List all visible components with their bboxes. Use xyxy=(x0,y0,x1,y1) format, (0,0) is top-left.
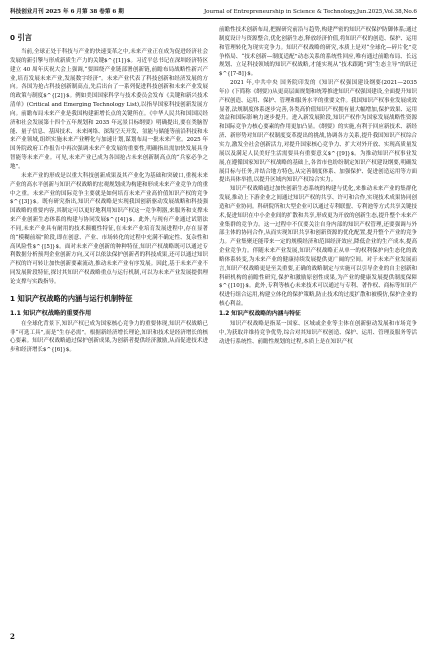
section-0-heading: 0 引言 xyxy=(10,33,32,42)
section-1-heading: 1 知识产权战略的内涵与运行机制特征 xyxy=(10,293,133,303)
body-paragraph: 知识产权战略是指某一国家、区域或企业等主体在创新驱动发展和市场竞争中,为获取并维持竞争优势,综合对其知识产权创造、保护、运用、管理及服务等活动进行系统性、前瞻性规划的过程,本质上是在知识产权 xyxy=(219,321,417,345)
page-header xyxy=(10,6,417,19)
body-paragraph: 在全球化背景下,知识产权已成为国家核心竞争力的重要体现,知识产权战略已非“可选工具”,而是“生存必需”。根据新经济增长理论,知识和技术是经济增长的核心要素。知识产权战略通过保护创新成果,为创新者提供经济激励,从而促进技术进步和经济增长$^{[6]}$。 xyxy=(10,320,208,354)
journal-header-left: 科技创业月刊 2025 年 6 月第 38 卷第 6 期 xyxy=(10,9,124,15)
section-1-2-heading: 1.2 知识产权战略的内涵与特征 xyxy=(219,311,301,317)
page-number: 2 xyxy=(10,632,15,641)
body-paragraph: 2021 年,中共中央 国务院印发的《知识产权强国建设纲要(2021—2035 年)》(下简称《纲要》)从更高层面规划和统筹推进知识产权强国建设,全面提升知识产权创造、运用、保护、管理和服务水平的重要文件。我国知识产权事业发展成效显著,法规制度体系逐步完善,各类高价值知识产权拥有量大幅增加,保护效果、运用效益和国际影响力逐步提升。进入新发展阶段,知识产权作为国家发展战略性资源和国际竞争力核心要素的作用更加凸显。《纲要》的实施,有利于回应新技术、新经济、新形势对知识产权制度变革提出的挑战,协调各方关系,提升我国知识产权综合实力,激发全社会创新活力,对提升国家核心竞争力、扩大对外开放、实现高质量发展以及满足人民美好生活需要具有重要意义$^{[9]}$。为推动知识产权事业发展,在遵循国家知识产权战略的基础上,各省市也纷纷制定知识产权建设纲要,明确发展目标与任务,并结合地方特色,从完善制度体系、加强保护、促进创造运用等方面提出具体举措,以提升区域内知识产权综合实力。 xyxy=(219,80,418,184)
intro-paragraph: 未来产业的形成是以重大科技创新成果及其产业化为基础和突破口,重视未来产业的高水平创新与知识产权战略的宏观规划成为构建和形成未来产业竞争力的重中之重。未来产业的国际竞争主要就是如何培育未来产业高价值知识产权的竞争$^{[3]}$。既有研究指出,知识产权战略是实现我国创新驱动发展战略和科技强国战略的重要内容,其制定可以更好地利用知识产权这一竞争利器,来服务和支撑未来产业创新生态体系的构建与协同发展$^{[4]}$。此外,与现有产业通过试错法不同,未来产业具有耐用的技术颠覆性特征,在未来产业培育发展进程中,存在显著的“模糊前端”阶段,即在创意、产业、市场转化的过程中充满不确定性、复杂性和高风险性$^{[5]}$。面对未来产业创新的种种特征,知识产权战略既可以通过专利数据分析预判企业创新方向,又可以依法保护创新者的科技成果,还可以通过知识产权的许可转让加快创新要素流动,推动未来产业有序发展。因此,基于未来产业不同发展阶段特征,探讨其知识产权战略重点与运行机制,可以为未来产业发展提供理论支撑与实践指导。 xyxy=(10,172,209,285)
body-paragraph: 前瞻性技术创新布局,把握研究前沿与趋势,构建严密的知识产权保护防御体系;通过制度设计与资源整合,优化创新生态,释放经济价值,将知识产权的创造、保护、运用和管理转化为现实竞争力。知识产权战略的研究,本质上是对“全球化—碎片化”竞争格局、“技术创新—制度适配”动态关系的系统性回应,唯有通过前瞻布局、长远规划、立足科技领域的知识产权战略,才能实现从“技术跟跑”到“生态主导”的跃迁$^{[7-8]}$。 xyxy=(219,27,417,78)
left-column xyxy=(10,26,208,355)
right-column xyxy=(219,26,417,347)
intro-paragraph: 当前,全球正处于科技与产业的快速变革之中,未来产业正在成为促进经济社会发展的新引擎与形成新质生产力的关键$^{[1]}$。习近平总书记在深圳经济特区建立 40 周年庆祝大会上强调,“要围绕产业链部署创新链,前瞻布局战略性新兴产业,培育发展未来产业,发展数字经济”。未来产业代表了科技创新和经济发展的方向。各国为抢占科技创新制高点,先后出台了一系列促进科技创新和未来产业发展的政策与制度$^{[2]}$。例如美国国家科学与技术委员会发布《关键和新兴技术清单》(Critical and Emerging Technology List),以指导国家科技创新发展方向。前瞻布局未来产业是我国构建新增长点的关键所在。《中华人民共和国国民经济和社会发展第十四个五年规划和 2035 年远景目标纲要》明确提出,要在类脑智能、量子信息、基因技术、未来网络、深海空天开发、氢能与储能等前沿科技和未来产业领域,组织实施未来产业孵化与加速计划,谋划布局一批未来产业。2025 年国务院政府工作报告中再次强调未来产业发展的重要性,明确指出需加快发展具身智能等未来产业。可见,未来产业已成为各国抢占未来创新制高点的“兵家必争之地”。 xyxy=(10,49,209,170)
journal-header-right: Journal of Entrepreneurship in Science & Technology,Jun.2025,Vol.38,No.6 xyxy=(203,9,417,15)
section-1-1-heading: 1.1 知识产权战略的重要作用 xyxy=(10,309,92,317)
body-paragraph: 知识产权战略通过加快创新生态系统的构建与优化,来推动未来产业的集群化发展,推动上下游企业之间通过知识产权的共享、许可和合作,实现技术成果协同创造和产业协同。科研院所和大型企业可以通过专利联盟、专利池等方式共享关键技术,促进知识在中小企业间的扩散和共享,形成更为开放的创新生态,提升整个未来产业集群的竞争力。这一过程中不仅要关注自身内部的知识产权管理,还要强调与外部主体的协同合作,从而实现知识共享和创新资源的优化配置,提升整个产业的竞争力。产业集聚还能带来一定的规模经济和范围经济效应,降低企业的生产成本,提高企业竞争力。伴随未来产业发展,知识产权战略正从单一的权利保护向生态化的战略体系转变,为未来产业的健康持续发展提供更广阔的空间。对于未来产业发展而言,知识产权战略更是至关重要,正确的战略制定与实施可以引导企业的自主创新和科研机构的前瞻性研究,保护和激励原创性成果,为产业的健康发展提供制度保障$^{[10]}$。此外,专利等核心未来技术可以通过与专利、著作权、商标等知识产权进行组合运用,构建立体化的保护策略,防止技术的过度扩散和被模仿,保护企业的核心利益。 xyxy=(219,186,418,308)
